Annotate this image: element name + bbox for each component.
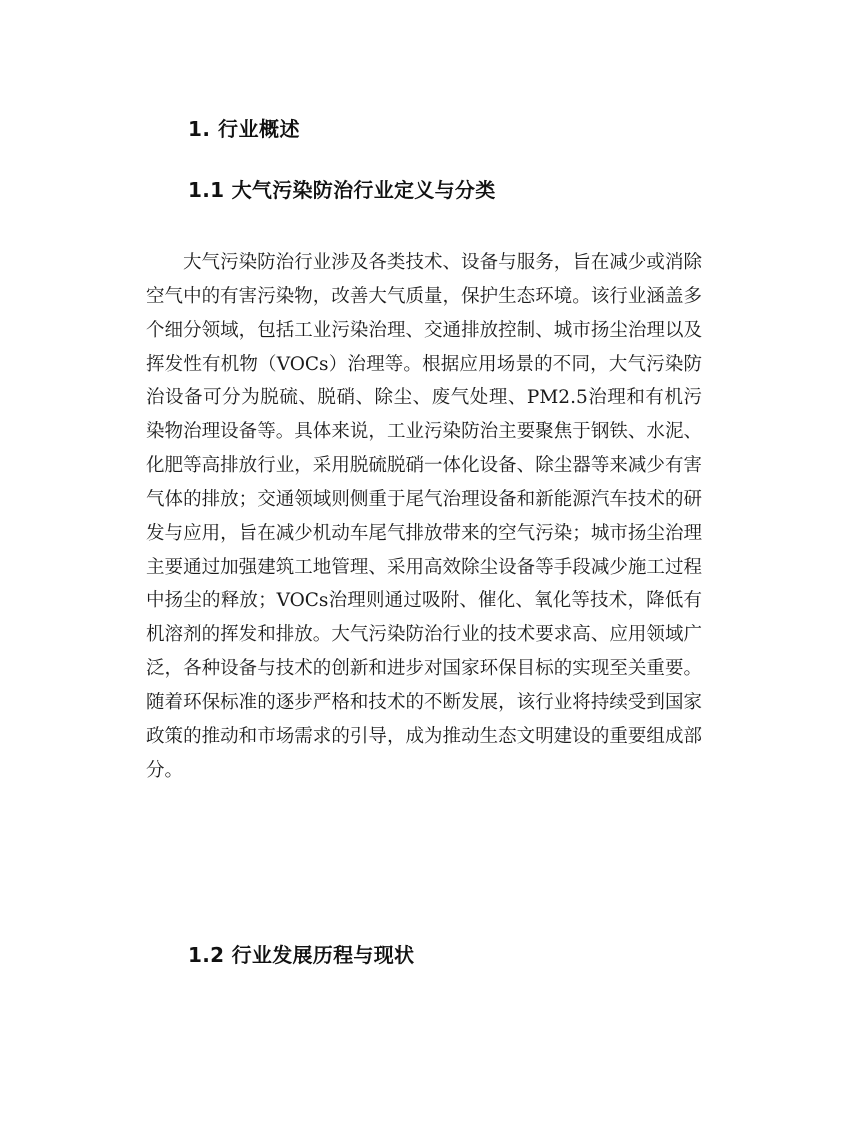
subsection-heading-1-1: 1.1 大气污染防治行业定义与分类 <box>188 178 496 202</box>
body-paragraph: 大气污染防治行业涉及各类技术、设备与服务，旨在减少或消除空气中的有害污染物，改善大气质量，保护生态环境。该行业涵盖多个细分领域，包括工业污染治理、交通排放控制、城市扬尘治理以及挥发性有机物（VOCs）治理等。根据应用场景的不同，大气污染防治设备可分为脱硫、脱硝、除尘、废气处理、PM2.5治理和有机污染物治理设备等。具体来说，工业污染防治主要聚焦于钢铁、水泥、化肥等高排放行业，采用脱硫脱硝一体化设备、除尘器等来减少有害气体的排放；交通领域则侧重于尾气治理设备和新能源汽车技术的研发与应用，旨在减少机动车尾气排放带来的空气污染；城市扬尘治理主要通过加强建筑工地管理、采用高效除尘设备等手段减少施工过程中扬尘的释放；VOCs治理则通过吸附、催化、氧化等技术，降低有机溶剂的挥发和排放。大气污染防治行业的技术要求高、应用领域广泛，各种设备与技术的创新和进步对国家环保目标的实现至关重要。随着环保标准的逐步严格和技术的不断发展，该行业将持续受到国家政策的推动和市场需求的引导，成为推动生态文明建设的重要组成部分。 <box>146 252 702 781</box>
section-heading: 1. 行业概述 <box>188 117 300 141</box>
subsection-heading-1-2: 1.2 行业发展历程与现状 <box>188 943 415 967</box>
